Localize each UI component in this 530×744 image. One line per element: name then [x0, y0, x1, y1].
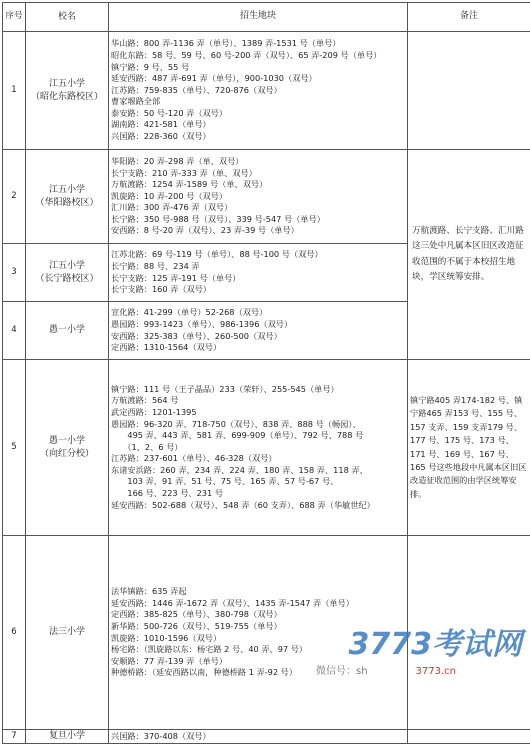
- row-number: 2: [3, 150, 26, 244]
- area-line: 定西路：385-825（单号）、380-798（双号）: [111, 609, 405, 621]
- area-line: 安顺路：77 弄-139 弄（单号）: [111, 656, 405, 668]
- header-no: 序号: [3, 3, 26, 32]
- area-line: 延安西路：502-688（双号）、548 弄（60 支弄）、688 弄（华敏世纪）: [111, 500, 405, 512]
- area-line: 湖南路：421-581（单号）: [111, 119, 405, 131]
- area-line: 东诸安浜路：260 弄、234 弄、224 弄、180 弄、158 弄、118 弄、: [111, 465, 405, 477]
- school-name-line: 江五小学: [28, 260, 106, 273]
- area-line: 法华镇路：635 弄起: [111, 586, 405, 598]
- header-school: 校名: [26, 3, 109, 32]
- area-line: 兴国路：370-408（双号）: [111, 731, 405, 743]
- school-name-line: （长宁路校区）: [28, 273, 106, 286]
- watermark-logo: 3773考试网: [349, 619, 523, 663]
- area-cell: [109, 360, 408, 536]
- school-name-cell: [26, 150, 109, 244]
- area-line: 愚园路：96-320 弄、718-750（双号）、838 弄、888 号（畅园）、: [111, 419, 405, 431]
- school-name-line: 法三小学: [28, 626, 106, 639]
- note-cell: [408, 32, 530, 150]
- area-line: 安西路：8 号-20 弄（双号）、23 弄-39 号（单号）: [111, 225, 405, 237]
- school-name-cell: [26, 730, 109, 744]
- note-cell: [408, 730, 530, 744]
- area-line: 长宁路：350 号-988 号（双号）、339 号-547 号（单号）: [111, 214, 405, 226]
- area-cell: [109, 32, 408, 150]
- school-name-line: 江五小学: [28, 184, 106, 197]
- area-cell: [109, 150, 408, 244]
- table-row: [3, 32, 530, 150]
- area-line: 江苏路：759-835（单号）、720-876（双号）: [111, 85, 405, 97]
- area-line: 镇宁路：9 号、55 号: [111, 62, 405, 74]
- header-note: 备注: [408, 3, 530, 32]
- row-number: 6: [3, 536, 26, 730]
- area-line: 万航渡路：564 号: [111, 395, 405, 407]
- school-name-line: 愚一小学: [28, 324, 106, 337]
- table-row: [3, 730, 530, 744]
- note-cell: 镇宁路405 弄174-182 号、镇宁路465 弄153 号、155 号、157 支弄、159 支弄179 号、177 号、175 号、173 号、171 号、169 号、167 号、165 号这些地段中凡属本区旧区改造征收范围的由学区统筹安排。: [408, 360, 530, 536]
- school-name-cell: [26, 302, 109, 360]
- area-line: 凯旋路：1010-1596（双号）: [111, 633, 405, 645]
- area-cell: [109, 302, 408, 360]
- school-name-cell: [26, 244, 109, 302]
- row-number: 7: [3, 730, 26, 744]
- school-name-cell: [26, 32, 109, 150]
- area-line: 华阳路：20 弄-298 弄（单、双号）: [111, 156, 405, 168]
- area-line: 凯旋路：10 弄-200 号（双号）: [111, 191, 405, 203]
- area-line: 愚园路：993-1423（单号）、986-1396（双号）: [111, 319, 405, 331]
- area-line: 103 弄、91 弄、51 号、75 号、165 弄、57 号-67 号、: [111, 476, 405, 488]
- watermark-wechat: 微信号：sh: [316, 662, 368, 677]
- note-cell: 万航渡路、长宁支路、汇川路这三处中凡属本区旧区改造征收范围的不属于本校招生地块，学区统筹安排。: [408, 150, 530, 360]
- area-line: 长宁支路：125 弄-191 号（单号）: [111, 273, 405, 285]
- row-number: 1: [3, 32, 26, 150]
- table-row: [3, 150, 530, 244]
- school-name-line: 江五小学: [28, 78, 106, 91]
- table-row: [3, 360, 530, 536]
- school-name-cell: [26, 360, 109, 536]
- area-line: 镇宁路：111 号（王子晶品）233（荣轩）、255-545（单号）: [111, 384, 405, 396]
- area-line: 延安西路：487 弄-691 弄（单号），900-1030（双号）: [111, 73, 405, 85]
- header-area: 招生地块: [109, 3, 408, 32]
- area-line: 新华路：500-726（双号）、519-755（单号）: [111, 621, 405, 633]
- area-cell: [109, 730, 408, 744]
- area-line: 万航渡路：1254 弄-1589 号（单、双号）: [111, 179, 405, 191]
- header-row: [3, 3, 530, 32]
- area-cell: [109, 244, 408, 302]
- row-number: 3: [3, 244, 26, 302]
- area-line: 兴国路：228-360（双号）: [111, 131, 405, 143]
- area-line: 昭化东路：58 号、59 号、60 号-200 弄（双号）、65 弄-209 号（单号）: [111, 50, 405, 62]
- area-line: 安西路：325-383（单号）、260-500（双号）: [111, 331, 405, 343]
- school-name-line: 愚一小学: [28, 435, 106, 448]
- area-line: 曹家堰路全部: [111, 96, 405, 108]
- area-line: 长宁支路：210 弄-333 弄（单、双号）: [111, 168, 405, 180]
- area-line: 泰安路：50 号-120 弄（双号）: [111, 108, 405, 120]
- watermark-site: 3773.cn: [416, 666, 456, 677]
- area-line: 宣化路：41-299（单号）52-268（双号）: [111, 307, 405, 319]
- area-line: （1、2、6 号）: [111, 442, 405, 454]
- area-line: 延安西路：1446 弄-1672 弄（双号）、1435 弄-1547 弄（单号）: [111, 598, 405, 610]
- area-line: 种德桥路：（延安西路以南，种德桥路 1 弄-92 号）: [111, 667, 405, 679]
- area-line: 定西路：1310-1564（双号）: [111, 342, 405, 354]
- area-line: 汇川路：300 弄-476 弄（双号）: [111, 202, 405, 214]
- area-line: 长宁路：88 号、234 弄: [111, 261, 405, 273]
- area-line: 166 号、223 号、231 号: [111, 488, 405, 500]
- row-number: 5: [3, 360, 26, 536]
- area-line: 华山路：800 弄-1136 弄（单号）、1389 弄-1531 号（单号）: [111, 38, 405, 50]
- area-line: 杨宅路：（凯旋路以东：杨宅路 2 号、40 弄、97 号）: [111, 644, 405, 656]
- area-line: 江苏路：237-601（单号）、46-328（双号）: [111, 453, 405, 465]
- area-line: 495 弄、443 弄、581 弄、699-909（单号）、792 号、788 号: [111, 430, 405, 442]
- school-name-line: 复旦小学: [28, 730, 106, 743]
- row-number: 4: [3, 302, 26, 360]
- area-line: 长宁支路：160 弄（双号）: [111, 284, 405, 296]
- school-name-line: （昭化东路校区）: [28, 91, 106, 104]
- area-line: 江苏北路：69 号-119 号（单号）、88 号-100 号（双号）: [111, 249, 405, 261]
- school-name-line: （华阳路校区）: [28, 197, 106, 210]
- area-line: 武定西路：1201-1395: [111, 407, 405, 419]
- school-name-line: （向红分校）: [28, 448, 106, 461]
- school-name-cell: [26, 536, 109, 730]
